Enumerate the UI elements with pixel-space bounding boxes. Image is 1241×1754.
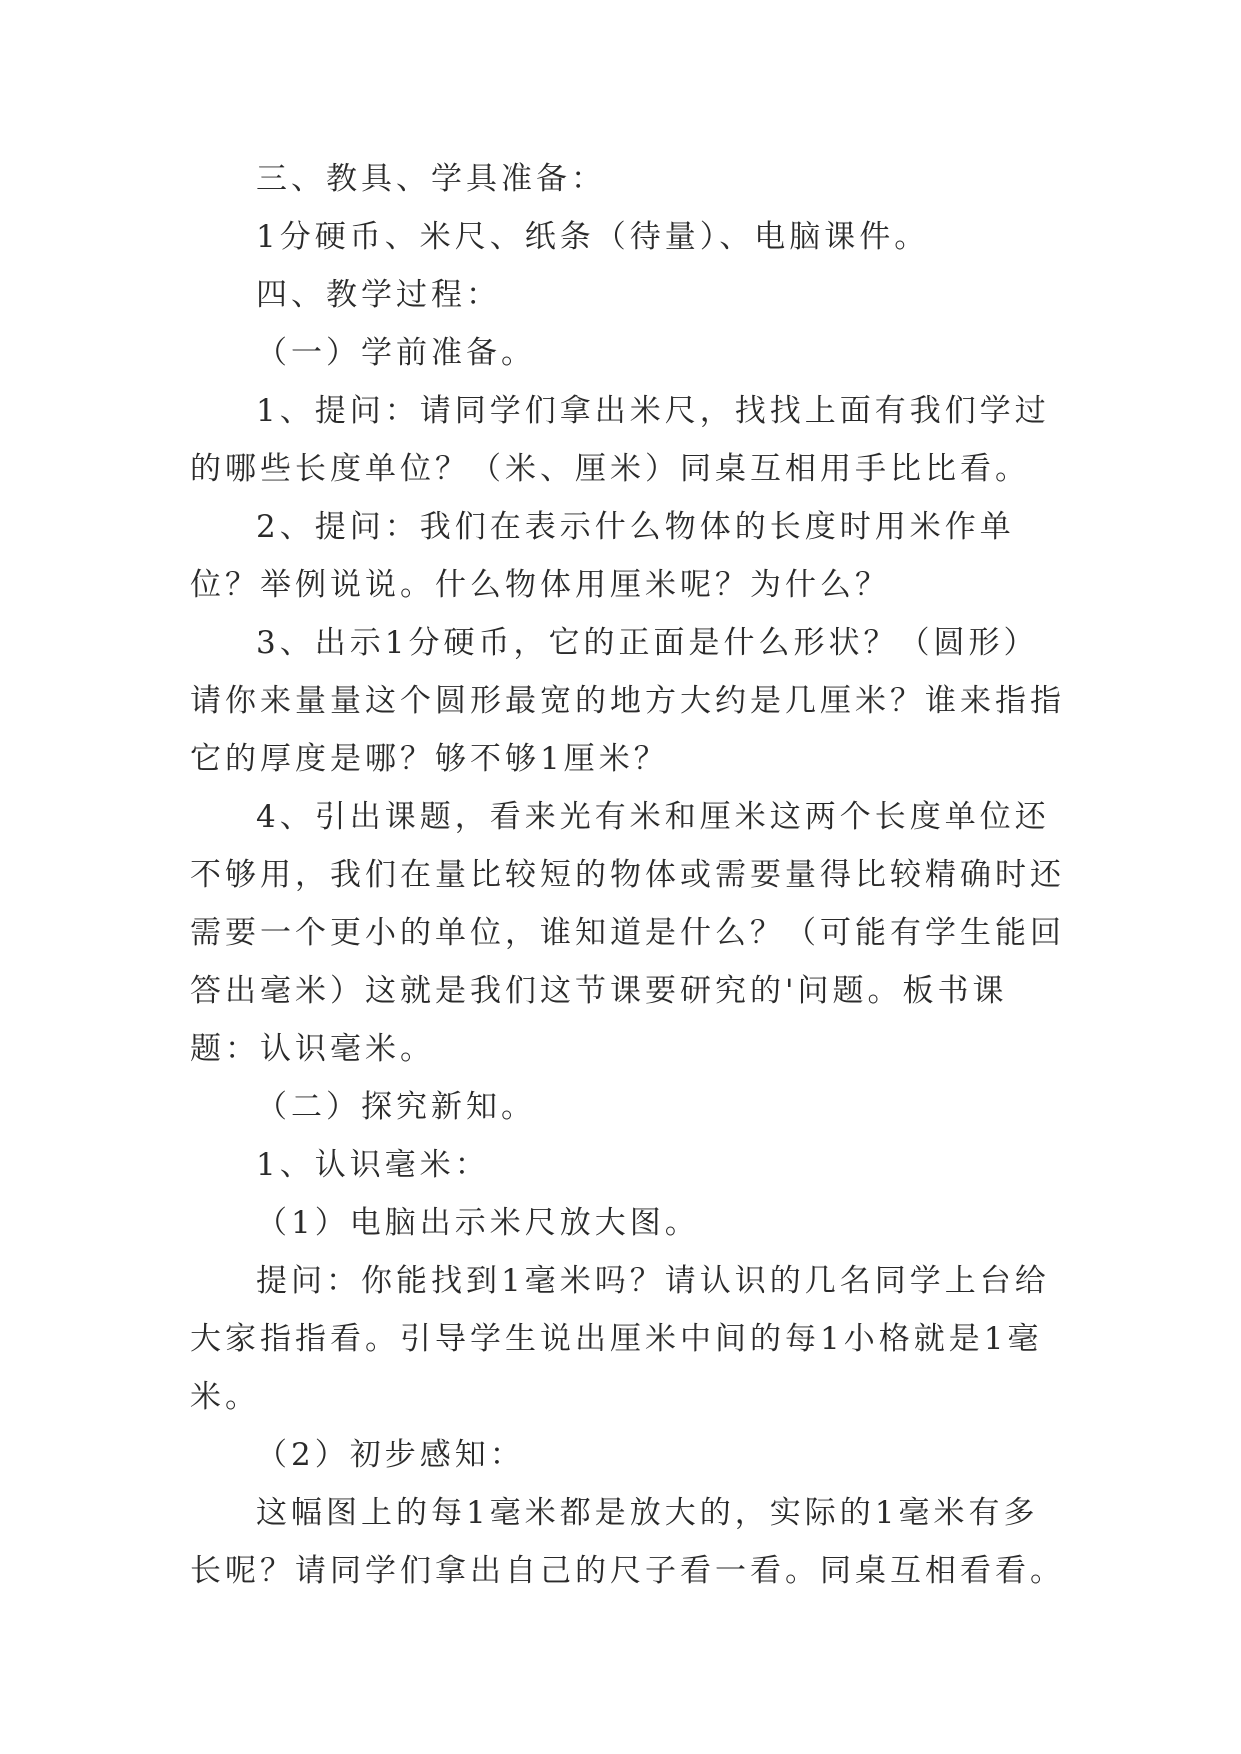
subheading-explore: （二）探究新知。 — [256, 1089, 536, 1125]
paragraph-actual-millimeter: 这幅图上的每1毫米都是放大的，实际的1毫米有多长呢？请同学们拿出自己的尺子看一看。同桌互相看看。 — [190, 1495, 1065, 1589]
subheading-initial-perception: （2）初步感知： — [256, 1437, 525, 1473]
subheading-preparation: （一）学前准备。 — [256, 335, 536, 371]
document-body — [190, 150, 1070, 1600]
paragraph-question-1: 1、提问：请同学们拿出米尺，找找上面有我们学过的哪些长度单位？（米、厘米）同桌互相用手比比看。 — [190, 393, 1050, 487]
paragraph-find-millimeter: 提问：你能找到1毫米吗？请认识的几名同学上台给大家指指看。引导学生说出厘米中间的每1小格就是1毫米。 — [190, 1263, 1050, 1415]
subheading-know-millimeter: 1、认识毫米： — [256, 1147, 490, 1183]
paragraph-introduce-topic: 4、引出课题，看来光有米和厘米这两个长度单位还不够用，我们在量比较短的物体或需要量得比较精确时还需要一个更小的单位，谁知道是什么？（可能有学生能回答出毫米）这就是我们这节课要研究的'问题。板书课题：认识毫米。 — [190, 799, 1065, 1067]
heading-teaching-process: 四、教学过程： — [256, 277, 501, 313]
heading-teaching-aids: 三、教具、学具准备： — [256, 161, 606, 197]
paragraph-question-2: 2、提问：我们在表示什么物体的长度时用米作单位？举例说说。什么物体用厘米呢？为什么？ — [190, 509, 1015, 603]
paragraph-aids-list: 1分硬币、米尺、纸条（待量）、电脑课件。 — [256, 219, 930, 255]
paragraph-coin: 3、出示1分硬币，它的正面是什么形状？（圆形）请你来量量这个圆形最宽的地方大约是几厘米？谁来指指它的厚度是哪？够不够1厘米？ — [190, 625, 1065, 777]
paragraph-ruler-image: （1）电脑出示米尺放大图。 — [256, 1205, 700, 1241]
